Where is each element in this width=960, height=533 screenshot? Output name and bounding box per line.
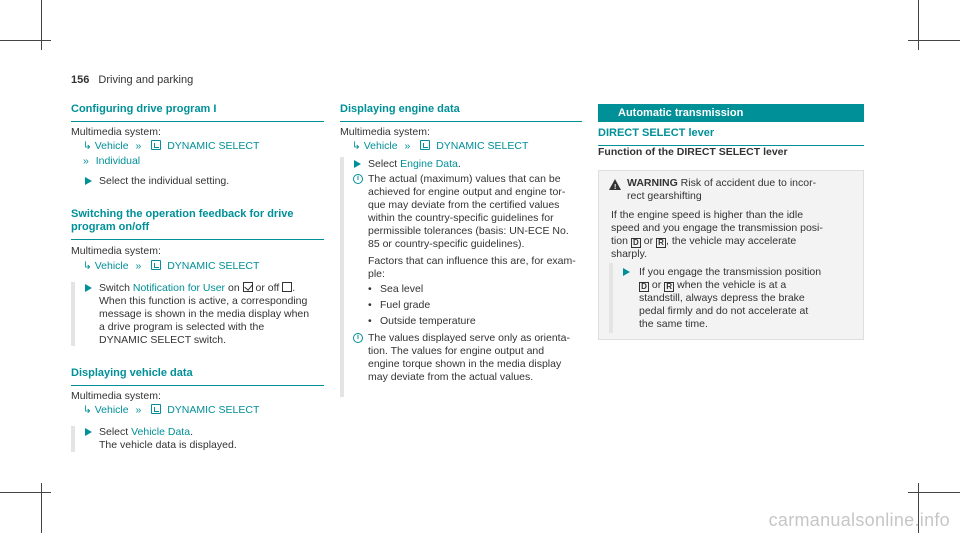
path-arrow-icon: ↳ <box>352 140 361 152</box>
seat-icon <box>151 140 161 150</box>
info-line: within the country-specific guidelines for <box>368 212 554 224</box>
step-line: If you engage the transmission position <box>639 266 822 278</box>
crop-mark <box>41 483 42 533</box>
info-line: achieved for engine output and engine tor- <box>368 186 566 198</box>
body-word: tion <box>611 235 628 247</box>
info-line: The values displayed serve only as orienta- <box>368 332 570 344</box>
step-line: pedal firmly and do not accelerate at <box>639 305 809 317</box>
section-heading-vehicle-data: Displaying vehicle data <box>71 367 324 386</box>
warning-line: rect gearshifting <box>627 190 702 202</box>
setting-vehicle-data: Vehicle Data <box>131 426 191 438</box>
seat-icon <box>151 260 161 270</box>
info-note <box>368 173 582 251</box>
warning-icon <box>609 179 621 190</box>
step-text: Select Engine Data. <box>368 158 461 170</box>
step-line: a drive program is selected with the <box>99 321 265 333</box>
warning-body <box>611 209 857 261</box>
menu-path <box>83 404 259 417</box>
info-line: The actual (maximum) values that can be <box>368 173 561 185</box>
path-vehicle: Vehicle <box>94 404 129 416</box>
step-line: When this function is active, a corresponding <box>99 295 308 307</box>
seat-icon <box>151 404 161 414</box>
path-individual: Individual <box>95 155 141 167</box>
list-item: • Outside temperature <box>380 315 582 328</box>
step-text-block: Switch Notification for User on or off . When this function is active, a corresponding message is shown in the media display when a drive program is selected with the DYNAMIC SELECT switch. <box>99 282 324 347</box>
double-chevron-icon: » <box>135 404 142 416</box>
gear-r-icon: R <box>656 238 666 248</box>
info-line: may deviate from the actual values. <box>368 371 534 383</box>
checkbox-empty-icon <box>282 282 292 292</box>
step-line: message is shown in the media display when <box>99 308 310 320</box>
step-text-block <box>639 266 857 331</box>
path-dynamic-select: DYNAMIC SELECT <box>167 404 260 416</box>
heading-line: program on/off <box>71 221 150 233</box>
path-arrow-icon: ↳ <box>83 260 92 272</box>
step-word: Select <box>99 426 129 438</box>
subheading-direct-select: DIRECT SELECT lever <box>598 127 864 146</box>
step-arrow-icon <box>85 177 92 185</box>
path-arrow-icon: ↳ <box>83 140 92 152</box>
crop-mark <box>908 492 960 493</box>
setting-notification-for-user: Notification for User <box>132 282 226 294</box>
step-text: Select the individual setting. <box>99 175 230 187</box>
info-line: 85 or country-specific guidelines). <box>368 238 525 250</box>
body-word: , the vehicle may accelerate <box>666 235 797 247</box>
info-icon: i <box>353 333 363 343</box>
section-bar-automatic-transmission: Automatic transmission <box>598 104 864 122</box>
path-arrow-icon: ↳ <box>83 404 92 416</box>
body-word: or <box>643 235 654 247</box>
system-label: Multimedia system: <box>71 245 161 257</box>
info-line: tion. The values for engine output and <box>368 345 545 357</box>
menu-path-sub <box>83 155 140 168</box>
step-text-block: Select Vehicle Data. The vehicle data is displayed. <box>99 426 324 452</box>
double-chevron-icon: » <box>83 155 89 167</box>
warning-box <box>598 170 864 340</box>
step-word: when the vehicle is at a <box>677 279 787 291</box>
warning-title: WARNING <box>627 177 678 189</box>
system-label: Multimedia system: <box>340 126 430 138</box>
path-dynamic-select: DYNAMIC SELECT <box>167 140 260 152</box>
menu-path <box>352 140 528 153</box>
section-heading-engine-data: Displaying engine data <box>340 103 582 122</box>
step-arrow-icon <box>623 268 630 276</box>
body-line: sharply. <box>611 248 647 260</box>
step-line: standstill, always depress the brake <box>639 292 805 304</box>
double-chevron-icon: » <box>404 140 411 152</box>
step-word: on <box>227 282 240 294</box>
path-vehicle: Vehicle <box>94 140 129 152</box>
gear-d-icon: D <box>631 238 641 248</box>
system-label: Multimedia system: <box>71 390 161 402</box>
crop-mark <box>41 0 42 50</box>
crop-mark <box>0 492 51 493</box>
path-vehicle: Vehicle <box>94 260 129 272</box>
step-word: or off <box>255 282 280 294</box>
info-line: que may deviate from the certified values <box>368 199 560 211</box>
step-word: or <box>651 279 662 291</box>
step-word: Switch <box>99 282 130 294</box>
info-line: permissible tolerances (basis: UN-ECE No. <box>368 225 569 237</box>
crop-mark <box>0 40 51 41</box>
gear-d-icon: D <box>639 282 649 292</box>
info-note <box>368 332 582 384</box>
step-line: the same time. <box>639 318 708 330</box>
step-arrow-icon <box>354 160 361 168</box>
double-chevron-icon: » <box>135 260 142 272</box>
step-bar <box>609 263 613 333</box>
step-line: DYNAMIC SELECT switch. <box>99 334 226 346</box>
gear-r-icon: R <box>664 282 674 292</box>
system-label: Multimedia system: <box>71 126 161 138</box>
crop-mark <box>908 40 960 41</box>
double-chevron-icon: » <box>135 140 142 152</box>
step-line: The vehicle data is displayed. <box>99 439 237 451</box>
path-dynamic-select: DYNAMIC SELECT <box>436 140 529 152</box>
crop-mark <box>918 0 919 50</box>
function-heading: Function of the DIRECT SELECT lever <box>598 146 788 158</box>
list-item: • Fuel grade <box>380 299 582 312</box>
path-dynamic-select: DYNAMIC SELECT <box>167 260 260 272</box>
menu-path <box>83 260 259 273</box>
checkbox-checked-icon <box>243 282 253 292</box>
path-vehicle: Vehicle <box>363 140 398 152</box>
info-line: engine torque shown in the media display <box>368 358 562 370</box>
body-line: speed and you engage the transmission posi- <box>611 222 823 234</box>
info-icon: i <box>353 174 363 184</box>
section-heading-configuring: Configuring drive program I <box>71 103 324 122</box>
heading-line: Switching the operation feedback for drive <box>71 208 294 220</box>
page-number: 156 <box>71 74 90 86</box>
page-section-title: Driving and parking <box>98 74 194 86</box>
warning-header <box>627 177 857 203</box>
section-heading-switching <box>71 208 324 240</box>
factors-line: Factors that can influence this are, for exam- <box>368 255 576 267</box>
list-item: • Sea level <box>380 283 582 296</box>
warning-line: Risk of accident due to incor- <box>680 177 817 189</box>
step-word: Select <box>368 158 398 170</box>
factors-line: ple: <box>368 268 385 280</box>
seat-icon <box>420 140 430 150</box>
factors-text <box>368 255 582 281</box>
step-arrow-icon <box>85 428 92 436</box>
setting-engine-data: Engine Data <box>400 158 458 170</box>
menu-path <box>83 140 259 153</box>
watermark: carmanualsonline.info <box>768 510 950 530</box>
step-arrow-icon <box>85 284 92 292</box>
body-line: If the engine speed is higher than the idle <box>611 209 804 221</box>
page-header <box>71 74 193 87</box>
